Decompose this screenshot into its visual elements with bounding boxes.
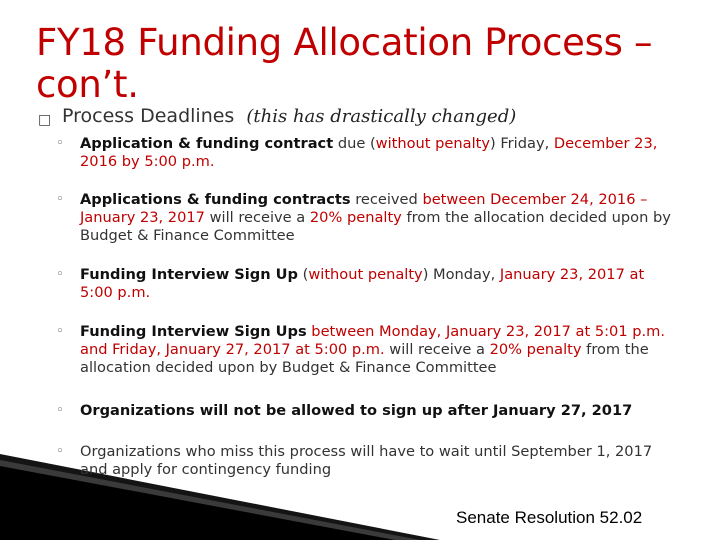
item-4-red-a: between Monday, January 23, 2017 at 5:01 p.m. and Friday, January 27, 2017 at 5:00 p.m. [80,323,666,358]
main-bullet-text [62,105,516,127]
senate-resolution-footer: Senate Resolution 52.02 [456,508,643,527]
item-4-text-a: will receive a [384,341,490,358]
sub-bullet-icon: ◦ [56,267,64,282]
item-3-text-b: ) Monday, [422,266,500,283]
item-3-bold: Funding Interview Sign Up [80,266,298,283]
item-4-bold: Funding Interview Sign Ups [80,323,307,340]
slide-title: FY18 Funding Allocation Process – con’t. [36,21,653,106]
deadline-item-2 [56,191,676,245]
item-1-red-a: without penalty [375,135,491,152]
item-4-text-b: from the allocation decided upon by Budget & Finance Committee [80,341,649,376]
item-2-red-b: 20% penalty [309,209,402,226]
item-2-text-a: received [350,191,423,208]
item-1-red-b: December 23, 2016 by 5:00 p.m. [80,135,658,170]
item-1-text-a: due ( [333,135,376,152]
process-deadlines-label: Process Deadlines [62,105,235,127]
sub-bullet-icon: ◦ [56,403,64,418]
square-bullet-icon: □ [38,112,52,128]
changed-note: (this has drastically changed) [246,106,517,127]
item-3-text-a: ( [297,266,309,283]
sub-bullet-icon: ◦ [56,324,64,339]
item-2-text-b: will receive a [204,209,310,226]
item-2-bold: Applications & funding contracts [80,191,351,208]
item-2-red-a: between December 24, 2016 – January 23, 2017 [80,191,648,226]
sub-bullet-icon: ◦ [56,444,64,459]
deadline-item-5 [56,402,676,420]
deadline-item-4 [56,323,676,377]
item-1-text-b: ) Friday, [490,135,554,152]
item-3-red-b: January 23, 2017 at 5:00 p.m. [80,266,645,301]
item-5-bold: Organizations will not be allowed to sign up after January 27, 2017 [80,402,633,419]
item-4-red-b: 20% penalty [489,341,582,358]
deadline-item-6 [56,443,676,479]
item-3-red-a: without penalty [308,266,423,283]
deadline-item-1 [56,135,676,171]
item-1-bold: Application & funding contract [80,135,334,152]
sub-bullet-icon: ◦ [56,192,64,207]
deadline-item-3 [56,266,676,302]
sub-bullet-icon: ◦ [56,136,64,151]
item-2-text-c: from the allocation decided upon by Budget & Finance Committee [80,209,671,244]
item-6-text: Organizations who miss this process will have to wait until September 1, 2017 and apply for contingency funding [80,443,653,478]
